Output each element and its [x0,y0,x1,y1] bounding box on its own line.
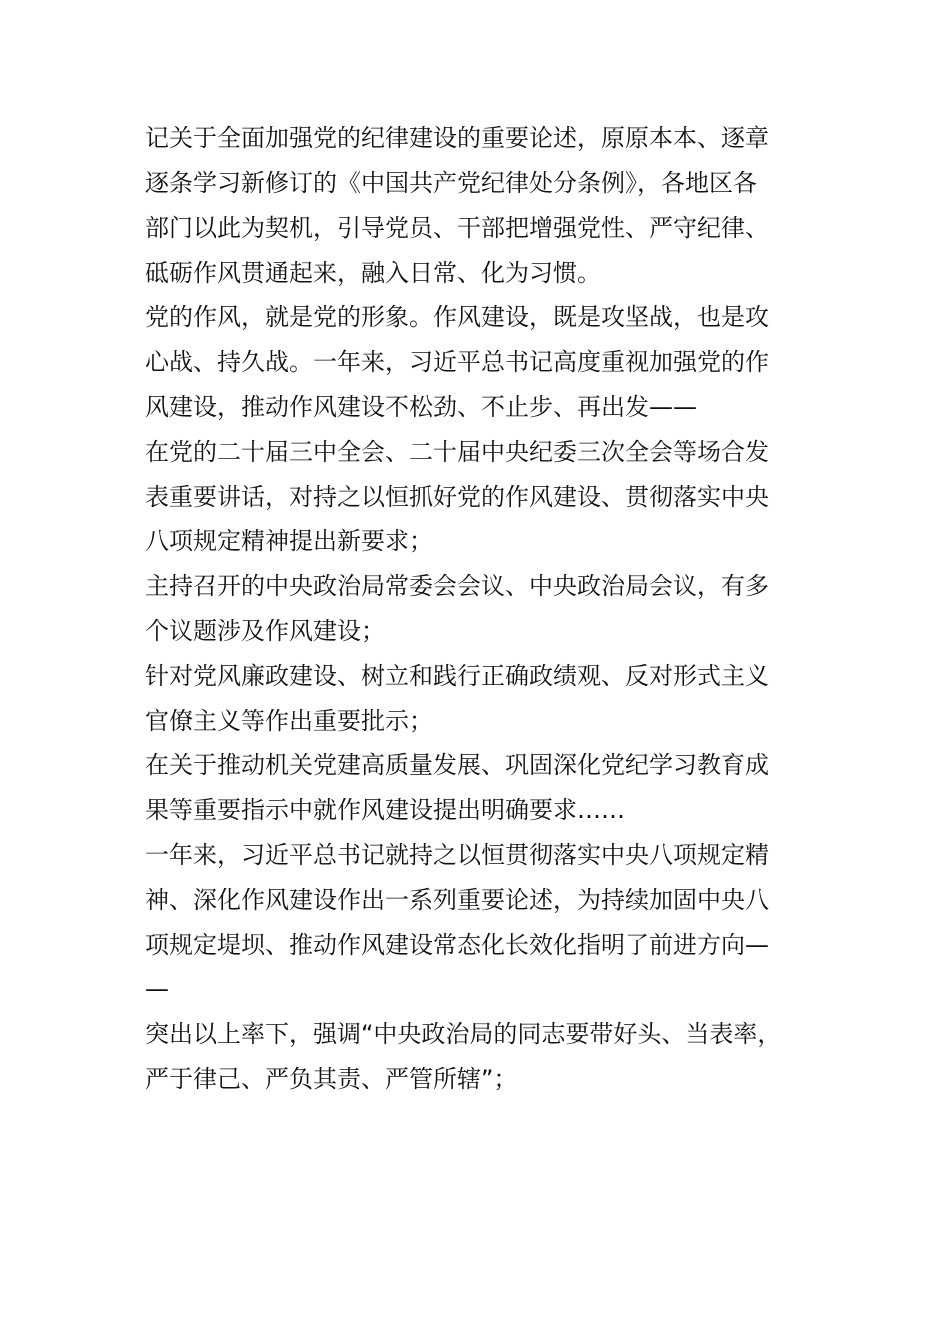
paragraph-3-line-3: 八项规定精神提出新要求； [145,527,433,555]
paragraph-3-line-2: 表重要讲话，对持之以恒抓好党的作风建设、贯彻落实中央 [145,483,769,511]
paragraph-4-line-2: 个议题涉及作风建设； [145,617,385,645]
paragraph-7-line-4: — [145,975,169,1003]
paragraph-2-line-3: 风建设，推动作风建设不松劲、不止步、再出发—— [145,393,697,421]
paragraph-6-line-2: 果等重要指示中就作风建设提出明确要求…… [145,796,625,824]
paragraph-4-line-1: 主持召开的中央政治局常委会会议、中央政治局会议，有多 [145,572,769,600]
paragraph-8-line-2: 严于律己、严负其责、严管所辖”； [145,1065,518,1093]
paragraph-6-line-1: 在关于推动机关党建高质量发展、巩固深化党纪学习教育成 [145,751,769,779]
paragraph-8-line-1: 突出以上率下，强调“中央政治局的同志要带好头、当表率， [145,1020,782,1048]
paragraph-7-line-3: 项规定堤坝、推动作风建设常态化长效化指明了前进方向— [145,931,769,959]
paragraph-2-line-1: 党的作风，就是党的形象。作风建设，既是攻坚战，也是攻 [145,303,769,331]
paragraph-2-line-2: 心战、持久战。一年来，习近平总书记高度重视加强党的作 [145,348,769,376]
paragraph-5-line-1: 针对党风廉政建设、树立和践行正确政绩观、反对形式主义 [145,662,769,690]
paragraph-3-line-1: 在党的二十届三中全会、二十届中央纪委三次全会等场合发 [145,438,769,466]
paragraph-1-line-1: 记关于全面加强党的纪律建设的重要论述，原原本本、逐章 [145,124,769,152]
paragraph-1-line-2: 逐条学习新修订的《中国共产党纪律处分条例》，各地区各 [145,169,757,197]
paragraph-1-line-3: 部门以此为契机，引导党员、干部把增强党性、严守纪律、 [145,214,769,242]
paragraph-7-line-1: 一年来，习近平总书记就持之以恒贯彻落实中央八项规定精 [145,841,769,869]
paragraph-7-line-2: 神、深化作风建设作出一系列重要论述，为持续加固中央八 [145,886,769,914]
paragraph-5-line-2: 官僚主义等作出重要批示； [145,707,433,735]
paragraph-1-line-4: 砥砺作风贯通起来，融入日常、化为习惯。 [145,259,601,287]
